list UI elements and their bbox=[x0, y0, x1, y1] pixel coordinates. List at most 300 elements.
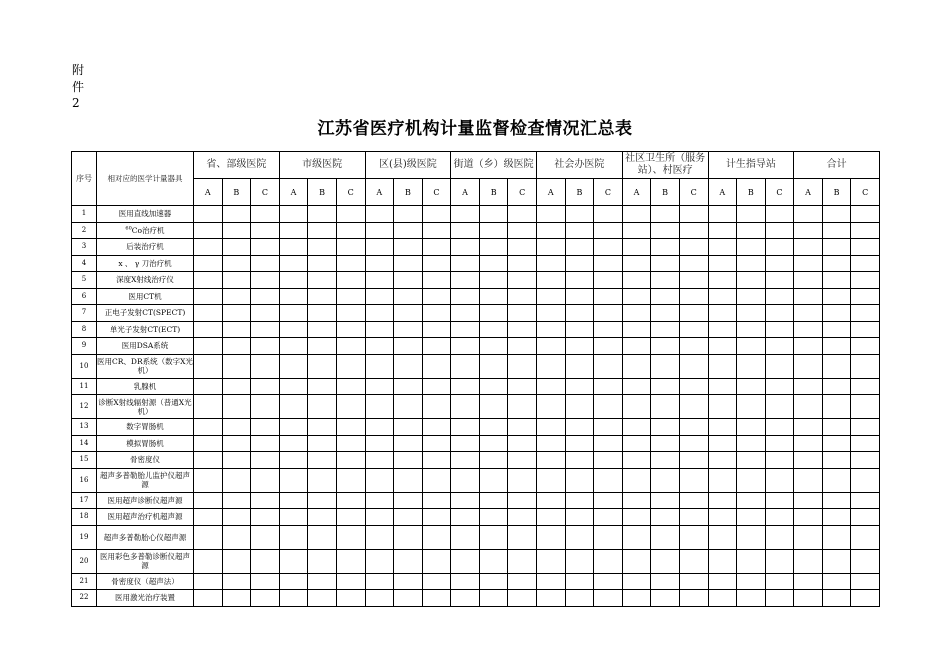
instrument-name-text: 后装治疗机 bbox=[126, 242, 164, 252]
data-cell bbox=[622, 452, 651, 469]
header-sub-b: B bbox=[394, 179, 423, 206]
data-cell bbox=[336, 222, 365, 239]
data-cell bbox=[365, 321, 394, 338]
data-cell bbox=[394, 468, 423, 492]
table-row bbox=[72, 321, 880, 338]
header-sub-a: A bbox=[194, 179, 223, 206]
data-cell bbox=[279, 255, 308, 272]
data-cell bbox=[365, 395, 394, 419]
data-cell bbox=[737, 590, 766, 607]
data-cell bbox=[422, 452, 451, 469]
data-cell bbox=[708, 378, 737, 395]
data-cell bbox=[222, 590, 251, 607]
data-cell bbox=[851, 272, 880, 289]
data-cell bbox=[594, 255, 623, 272]
data-cell bbox=[765, 206, 794, 223]
data-cell bbox=[422, 395, 451, 419]
data-cell bbox=[851, 419, 880, 436]
data-cell bbox=[479, 272, 508, 289]
data-cell bbox=[194, 222, 223, 239]
data-cell bbox=[565, 492, 594, 509]
data-cell bbox=[794, 305, 823, 322]
data-cell bbox=[251, 222, 280, 239]
data-cell bbox=[308, 255, 337, 272]
data-cell bbox=[365, 206, 394, 223]
instrument-name bbox=[97, 288, 194, 305]
instrument-name-text: 数字胃肠机 bbox=[126, 422, 164, 432]
data-cell bbox=[594, 435, 623, 452]
table-row bbox=[72, 305, 880, 322]
row-number: 16 bbox=[72, 468, 97, 492]
data-cell bbox=[651, 492, 680, 509]
instrument-name-text: Co治疗机 bbox=[131, 225, 165, 235]
row-number: 20 bbox=[72, 549, 97, 573]
data-cell bbox=[822, 492, 851, 509]
data-cell bbox=[679, 255, 708, 272]
data-cell bbox=[194, 435, 223, 452]
data-cell bbox=[794, 338, 823, 355]
data-cell bbox=[451, 272, 480, 289]
data-cell bbox=[708, 305, 737, 322]
data-cell bbox=[479, 468, 508, 492]
data-cell bbox=[708, 573, 737, 590]
data-cell bbox=[651, 590, 680, 607]
data-cell bbox=[737, 435, 766, 452]
instrument-name bbox=[97, 590, 194, 607]
instrument-name bbox=[97, 378, 194, 395]
data-cell bbox=[622, 590, 651, 607]
data-cell bbox=[708, 468, 737, 492]
data-cell bbox=[308, 492, 337, 509]
data-cell bbox=[422, 288, 451, 305]
data-cell bbox=[222, 492, 251, 509]
data-cell bbox=[794, 549, 823, 573]
data-cell bbox=[537, 590, 566, 607]
data-cell bbox=[622, 354, 651, 378]
instrument-name bbox=[97, 206, 194, 223]
instrument-name bbox=[97, 222, 194, 239]
data-cell bbox=[679, 354, 708, 378]
data-cell bbox=[822, 468, 851, 492]
data-cell bbox=[251, 338, 280, 355]
data-cell bbox=[765, 468, 794, 492]
data-cell bbox=[394, 549, 423, 573]
header-sub-c: C bbox=[336, 179, 365, 206]
data-cell bbox=[451, 590, 480, 607]
data-cell bbox=[336, 590, 365, 607]
data-cell bbox=[194, 590, 223, 607]
data-cell bbox=[765, 321, 794, 338]
data-cell bbox=[708, 590, 737, 607]
data-cell bbox=[451, 338, 480, 355]
data-cell bbox=[822, 305, 851, 322]
data-cell bbox=[737, 395, 766, 419]
data-cell bbox=[822, 525, 851, 549]
header-sub-b: B bbox=[479, 179, 508, 206]
data-cell bbox=[794, 419, 823, 436]
data-cell bbox=[394, 509, 423, 526]
header-sub-b: B bbox=[565, 179, 594, 206]
data-cell bbox=[479, 435, 508, 452]
data-cell bbox=[708, 255, 737, 272]
data-cell bbox=[537, 419, 566, 436]
data-cell bbox=[708, 206, 737, 223]
data-cell bbox=[336, 573, 365, 590]
data-cell bbox=[794, 452, 823, 469]
row-number: 10 bbox=[72, 354, 97, 378]
data-cell bbox=[508, 354, 537, 378]
data-cell bbox=[451, 452, 480, 469]
data-cell bbox=[537, 272, 566, 289]
data-cell bbox=[508, 509, 537, 526]
header-sub-c: C bbox=[251, 179, 280, 206]
row-number: 6 bbox=[72, 288, 97, 305]
data-cell bbox=[651, 222, 680, 239]
row-number: 15 bbox=[72, 452, 97, 469]
data-cell bbox=[365, 525, 394, 549]
data-cell bbox=[222, 255, 251, 272]
data-cell bbox=[451, 305, 480, 322]
data-cell bbox=[594, 272, 623, 289]
instrument-name bbox=[97, 305, 194, 322]
data-cell bbox=[479, 354, 508, 378]
header-sub-a: A bbox=[279, 179, 308, 206]
data-cell bbox=[565, 321, 594, 338]
instrument-name-text: 模拟胃肠机 bbox=[126, 438, 164, 448]
data-cell bbox=[594, 395, 623, 419]
data-cell bbox=[336, 378, 365, 395]
data-cell bbox=[708, 272, 737, 289]
data-cell bbox=[679, 239, 708, 256]
data-cell bbox=[822, 222, 851, 239]
header-sub-b: B bbox=[308, 179, 337, 206]
data-cell bbox=[222, 395, 251, 419]
row-number: 7 bbox=[72, 305, 97, 322]
data-cell bbox=[451, 468, 480, 492]
data-cell bbox=[308, 378, 337, 395]
data-cell bbox=[308, 395, 337, 419]
data-cell bbox=[451, 492, 480, 509]
data-cell bbox=[537, 509, 566, 526]
row-number: 2 bbox=[72, 222, 97, 239]
data-cell bbox=[194, 354, 223, 378]
data-cell bbox=[279, 509, 308, 526]
data-cell bbox=[565, 549, 594, 573]
data-cell bbox=[622, 239, 651, 256]
data-cell bbox=[251, 525, 280, 549]
data-cell bbox=[851, 378, 880, 395]
data-cell bbox=[822, 288, 851, 305]
instrument-name-text: 单光子发射CT(ECT) bbox=[109, 324, 181, 334]
data-cell bbox=[565, 525, 594, 549]
data-cell bbox=[679, 492, 708, 509]
attachment-label bbox=[72, 62, 84, 112]
table-row bbox=[72, 272, 880, 289]
instrument-name-text: 深度X射线治疗仪 bbox=[116, 275, 174, 285]
data-cell bbox=[479, 255, 508, 272]
data-cell bbox=[822, 549, 851, 573]
data-cell bbox=[679, 305, 708, 322]
instrument-name bbox=[97, 492, 194, 509]
header-sub-b: B bbox=[822, 179, 851, 206]
data-cell bbox=[194, 395, 223, 419]
instrument-name bbox=[97, 452, 194, 469]
data-cell bbox=[794, 492, 823, 509]
data-cell bbox=[308, 435, 337, 452]
data-cell bbox=[622, 549, 651, 573]
header-group: 市级医院 bbox=[279, 152, 365, 179]
data-cell bbox=[479, 419, 508, 436]
data-cell bbox=[651, 255, 680, 272]
data-cell bbox=[479, 338, 508, 355]
data-cell bbox=[222, 573, 251, 590]
data-cell bbox=[508, 395, 537, 419]
data-cell bbox=[794, 525, 823, 549]
data-cell bbox=[279, 305, 308, 322]
data-cell bbox=[651, 338, 680, 355]
data-cell bbox=[422, 321, 451, 338]
data-cell bbox=[222, 525, 251, 549]
data-cell bbox=[594, 549, 623, 573]
data-cell bbox=[365, 272, 394, 289]
data-cell bbox=[336, 419, 365, 436]
data-cell bbox=[765, 549, 794, 573]
data-cell bbox=[251, 206, 280, 223]
data-cell bbox=[537, 354, 566, 378]
data-cell bbox=[422, 354, 451, 378]
data-cell bbox=[679, 419, 708, 436]
data-cell bbox=[822, 321, 851, 338]
data-cell bbox=[336, 549, 365, 573]
data-cell bbox=[308, 222, 337, 239]
data-cell bbox=[394, 525, 423, 549]
data-cell bbox=[365, 492, 394, 509]
table-row bbox=[72, 255, 880, 272]
data-cell bbox=[479, 321, 508, 338]
data-cell bbox=[422, 222, 451, 239]
data-cell bbox=[622, 419, 651, 436]
data-cell bbox=[394, 338, 423, 355]
instrument-name-text: 医用CR、DR系统（数字X光机） bbox=[97, 357, 193, 375]
data-cell bbox=[508, 573, 537, 590]
data-cell bbox=[308, 239, 337, 256]
data-cell bbox=[822, 419, 851, 436]
data-cell bbox=[651, 272, 680, 289]
data-cell bbox=[308, 525, 337, 549]
attachment-char: 件 bbox=[72, 79, 85, 94]
data-cell bbox=[822, 255, 851, 272]
data-cell bbox=[794, 354, 823, 378]
isotope-mass-number: 60 bbox=[125, 225, 132, 232]
data-cell bbox=[194, 338, 223, 355]
data-cell bbox=[765, 354, 794, 378]
data-cell bbox=[765, 395, 794, 419]
data-cell bbox=[651, 435, 680, 452]
data-cell bbox=[508, 468, 537, 492]
data-cell bbox=[479, 288, 508, 305]
data-cell bbox=[279, 338, 308, 355]
instrument-name-text: 骨密度仪 bbox=[130, 455, 160, 465]
data-cell bbox=[365, 255, 394, 272]
table-row bbox=[72, 435, 880, 452]
instrument-name-text: 正电子发射CT(SPECT) bbox=[104, 308, 186, 318]
data-cell bbox=[308, 573, 337, 590]
data-cell bbox=[737, 239, 766, 256]
data-cell bbox=[622, 435, 651, 452]
data-cell bbox=[279, 590, 308, 607]
data-cell bbox=[365, 468, 394, 492]
data-cell bbox=[537, 549, 566, 573]
row-number: 5 bbox=[72, 272, 97, 289]
data-cell bbox=[708, 492, 737, 509]
data-cell bbox=[765, 509, 794, 526]
data-cell bbox=[394, 239, 423, 256]
data-cell bbox=[222, 222, 251, 239]
data-cell bbox=[565, 305, 594, 322]
instrument-name bbox=[97, 354, 194, 378]
data-cell bbox=[737, 378, 766, 395]
instrument-name bbox=[97, 573, 194, 590]
data-cell bbox=[565, 222, 594, 239]
data-cell bbox=[279, 206, 308, 223]
data-cell bbox=[851, 395, 880, 419]
data-cell bbox=[708, 239, 737, 256]
row-number: 13 bbox=[72, 419, 97, 436]
instrument-name bbox=[97, 255, 194, 272]
data-cell bbox=[851, 492, 880, 509]
data-cell bbox=[479, 395, 508, 419]
data-cell bbox=[365, 222, 394, 239]
data-cell bbox=[336, 354, 365, 378]
header-sub-a: A bbox=[708, 179, 737, 206]
data-cell bbox=[565, 354, 594, 378]
data-cell bbox=[451, 354, 480, 378]
data-cell bbox=[251, 549, 280, 573]
instrument-name-text: 医用激光治疗装置 bbox=[115, 593, 175, 603]
row-number: 12 bbox=[72, 395, 97, 419]
data-cell bbox=[336, 288, 365, 305]
data-cell bbox=[394, 419, 423, 436]
data-cell bbox=[679, 272, 708, 289]
data-cell bbox=[365, 452, 394, 469]
data-cell bbox=[308, 206, 337, 223]
data-cell bbox=[508, 452, 537, 469]
data-cell bbox=[194, 239, 223, 256]
data-cell bbox=[594, 288, 623, 305]
data-cell bbox=[222, 354, 251, 378]
data-cell bbox=[222, 305, 251, 322]
row-number: 21 bbox=[72, 573, 97, 590]
data-cell bbox=[365, 378, 394, 395]
row-number: 17 bbox=[72, 492, 97, 509]
data-cell bbox=[622, 468, 651, 492]
data-cell bbox=[251, 239, 280, 256]
data-cell bbox=[222, 272, 251, 289]
data-cell bbox=[851, 509, 880, 526]
data-cell bbox=[737, 321, 766, 338]
data-cell bbox=[794, 395, 823, 419]
data-cell bbox=[594, 338, 623, 355]
data-cell bbox=[622, 338, 651, 355]
data-cell bbox=[194, 206, 223, 223]
data-cell bbox=[336, 239, 365, 256]
data-cell bbox=[651, 378, 680, 395]
data-cell bbox=[679, 338, 708, 355]
data-cell bbox=[422, 255, 451, 272]
instrument-name bbox=[97, 525, 194, 549]
data-cell bbox=[737, 222, 766, 239]
data-cell bbox=[422, 492, 451, 509]
data-cell bbox=[537, 452, 566, 469]
row-number: 22 bbox=[72, 590, 97, 607]
data-cell bbox=[651, 321, 680, 338]
data-cell bbox=[565, 239, 594, 256]
data-cell bbox=[479, 509, 508, 526]
row-number: 4 bbox=[72, 255, 97, 272]
data-cell bbox=[422, 305, 451, 322]
data-cell bbox=[794, 435, 823, 452]
data-cell bbox=[565, 573, 594, 590]
data-cell bbox=[851, 222, 880, 239]
data-cell bbox=[765, 305, 794, 322]
data-cell bbox=[451, 255, 480, 272]
data-cell bbox=[594, 378, 623, 395]
data-cell bbox=[508, 321, 537, 338]
header-sub-c: C bbox=[679, 179, 708, 206]
data-cell bbox=[851, 573, 880, 590]
data-cell bbox=[222, 509, 251, 526]
data-cell bbox=[251, 573, 280, 590]
data-cell bbox=[565, 272, 594, 289]
data-cell bbox=[537, 255, 566, 272]
instrument-name bbox=[97, 338, 194, 355]
instrument-name bbox=[97, 435, 194, 452]
data-cell bbox=[851, 435, 880, 452]
data-cell bbox=[479, 549, 508, 573]
attachment-number: 2 bbox=[72, 96, 80, 110]
data-cell bbox=[822, 395, 851, 419]
data-cell bbox=[737, 255, 766, 272]
data-cell bbox=[308, 272, 337, 289]
header-group: 街道（乡）级医院 bbox=[451, 152, 537, 179]
data-cell bbox=[594, 222, 623, 239]
data-cell bbox=[737, 272, 766, 289]
data-cell bbox=[336, 206, 365, 223]
data-cell bbox=[336, 255, 365, 272]
data-cell bbox=[479, 573, 508, 590]
data-cell bbox=[308, 338, 337, 355]
data-cell bbox=[422, 239, 451, 256]
data-cell bbox=[279, 321, 308, 338]
data-cell bbox=[765, 222, 794, 239]
data-cell bbox=[222, 452, 251, 469]
data-cell bbox=[765, 492, 794, 509]
data-cell bbox=[651, 509, 680, 526]
data-cell bbox=[508, 222, 537, 239]
data-cell bbox=[508, 525, 537, 549]
table-row bbox=[72, 509, 880, 526]
data-cell bbox=[222, 435, 251, 452]
data-cell bbox=[479, 492, 508, 509]
header-sub-c: C bbox=[594, 179, 623, 206]
attachment-char: 附 bbox=[72, 63, 85, 77]
table-row bbox=[72, 492, 880, 509]
data-cell bbox=[537, 435, 566, 452]
row-number: 14 bbox=[72, 435, 97, 452]
instrument-name bbox=[97, 321, 194, 338]
data-cell bbox=[308, 288, 337, 305]
data-cell bbox=[451, 239, 480, 256]
